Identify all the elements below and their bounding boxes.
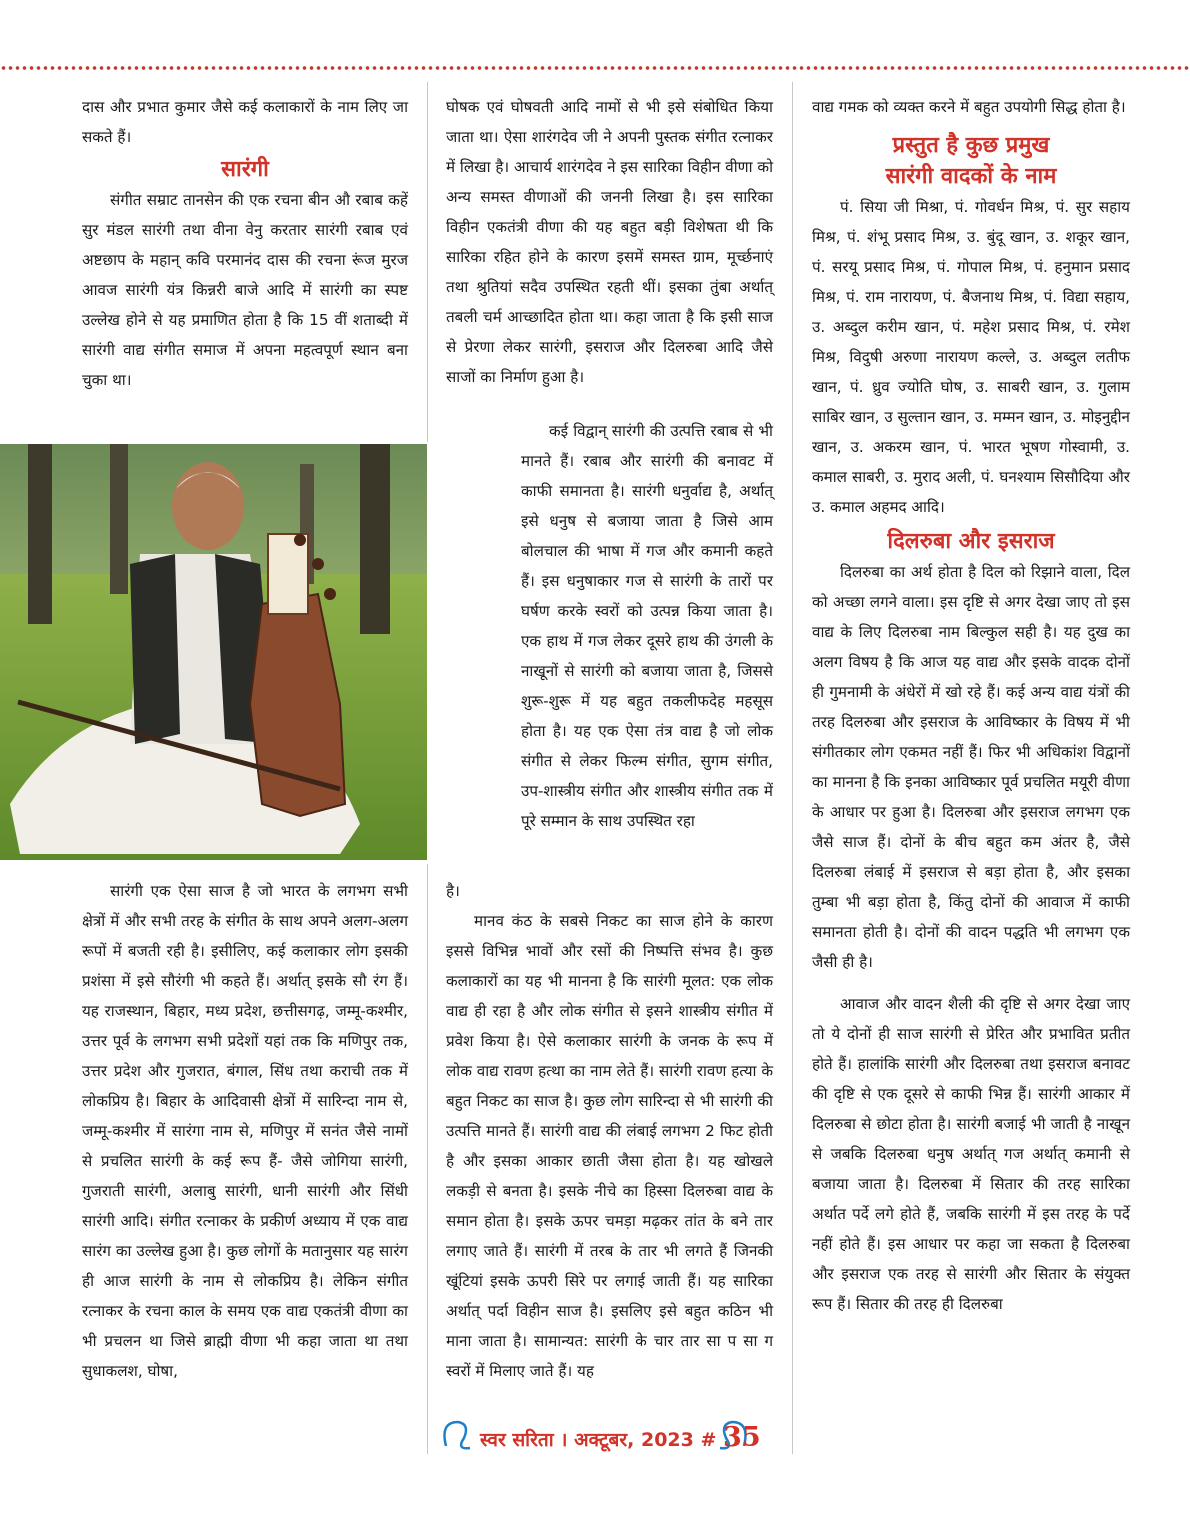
column-divider-2 [792, 82, 793, 1454]
page-footer [0, 1412, 1190, 1462]
column-2-bottom [446, 906, 773, 1386]
paragraph-intro: दास और प्रभात कुमार जैसे कई कलाकारों के नाम लिए जा सकते हैं। [82, 98, 408, 146]
photo-illustration [0, 444, 427, 860]
heading-sarangi: सारंगी [221, 157, 269, 182]
hash-symbol: # [700, 1429, 717, 1451]
column-2-top [446, 92, 773, 392]
paragraph-manav: मानव कंठ के सबसे निकट का साज होने के कारण इससे विभिन्न भावों और रसों की निष्पत्ति संभव है। कुछ कलाकारों का यह भी मानना है कि सारंगी मूलत: एक लोक वाद्य ही रहा है और लोक संगीत से इसने शास्त्रीय संगीत में प्रवेश किया है। ऐसे कलाकार सारंगी के जनक के रूप में लोक वाद्य रावण हत्था का नाम लेते हैं। सारंगी रावण हत्या के बहुत निकट का साज है। कुछ लोग सारिन्दा से भी सारंगी की उत्पत्ति मानते हैं। सारंगी वाद्य की लंबाई लगभग 2 फिट होती है और इसका आकार छाती जैसा होता है। यह खोखले लकड़ी से बनता है। इसके नीचे का हिस्सा दिलरुबा वाद्य के समान होता है। इसके ऊपर चमड़ा मढ़कर तांत के बने तार लगाए जाते हैं। सारंगी में तरब के तार भी लगते हैं जिनकी खूंटियां इसके ऊपरी सिरे पर लगाई जाती हैं। यह सारिका अर्थात् पर्दा विहीन साज है। इसलिए इसे बहुत कठिन भी माना जाता है। सामान्यत: सारंगी के चार तार सा प सा ग स्वरों में मिलाए जाते हैं। यह [446, 912, 773, 1380]
paragraph-rabab: कई विद्वान् सारंगी की उत्पत्ति रबाब से भी मानते हैं। रबाब और सारंगी की बनावट में काफी समानता है। सारंगी धनुर्वाद्य है, अर्थात् इसे धनुष से बजाया जाता है जिसे आम बोलचाल की भाषा में गज और कमानी कहते हैं। इस धनुषाकार गज से सारंगी के तारों पर घर्षण करके स्वरों को उत्पन्न किया जाता है। एक हाथ में गज लेकर दूसरे हाथ की उंगली के नाखूनों से सारंगी को बजाया जाता है, जिससे शुरू-शुरू में यह बहुत तकलीफदेह महसूस होता है। यह एक ऐसा तंत्र वाद्य है जो लोक संगीत से लेकर फिल्म संगीत, सुगम संगीत, उप-शास्त्रीय संगीत और शास्त्रीय संगीत तक में पूरे सम्मान के साथ उपस्थित रहा [521, 422, 773, 830]
heading-vadak-line-1: प्रस्तुत है कुछ प्रमुख [892, 133, 1050, 158]
column-1-top [82, 92, 408, 395]
column-divider-1-lower [427, 864, 428, 1454]
column-2-rabab-end [446, 876, 506, 906]
column-divider-1 [427, 82, 428, 442]
issue-date: अक्टूबर, 2023 [574, 1429, 694, 1451]
paragraph-rabab-end: है। [446, 882, 460, 900]
sarangi-player-photo [0, 444, 427, 860]
column-1-bottom [82, 876, 408, 1386]
paragraph-dilruba: दिलरुबा का अर्थ होता है दिल को रिझाने वाला, दिल को अच्छा लगने वाला। इस दृष्टि से अगर देखा जाए तो इस वाद्य के लिए दिलरुबा नाम बिल्कुल सही है। यह दुख का अलग विषय है कि आज यह वाद्य और इसके वादक दोनों ही गुमनामी के अंधेरों में खो रहे हैं। कई अन्य वाद्य यंत्रों की तरह दिलरुबा और इसराज के आविष्कार के विषय में भी संगीतकार लोग एकमत नहीं हैं। फिर भी अधिकांश विद्वानों का मानना है कि इनका आविष्कार पूर्व प्रचलित मयूरी वीणा के आधार पर हुआ है। दिलरुबा और इसराज लगभग एक जैसे साज हैं। दोनों के बीच बहुत कम अंतर है, जैसे दिलरुबा लंबाई में इसराज से बड़ा होता है, और इसका तुम्बा भी बड़ा होता है, किंतु दोनों की आवाज में काफी समानता होती है। दोनों की वादन पद्धति भी लगभग एक जैसी ही है। [812, 563, 1130, 971]
magazine-name: स्वर सरिता [480, 1429, 554, 1451]
footer-text [480, 1422, 761, 1453]
column-3 [812, 92, 1130, 1319]
footer-separator: । [560, 1429, 568, 1451]
paragraph-ghoshak: घोषक एवं घोषवती आदि नामों से भी इसे संबोधित किया जाता था। ऐसा शारंगदेव जी ने अपनी पुस्तक संगीत रत्नाकर में लिखा है। आचार्य शारंगदेव ने इस सारिका विहीन वीणा को अन्य समस्त वीणाओं की जननी लिखा है। इस सारिका विहीन एकतंत्री वीणा की यह बहुत बड़ी विशेषता थी कि सारिका रहित होने के कारण इसमें समस्त ग्राम, मूर्च्छनाएं तथा श्रुतियां सदैव उपस्थित रहती थीं। इसका तुंबा अर्थात् तबली चर्म आच्छादित होता था। कहा जाता है कि इसी साज से प्रेरणा लेकर सारंगी, इसराज और दिलरुबा आदि जैसे साजों का निर्माण हुआ है। [446, 98, 773, 386]
column-2-wrapped [521, 416, 773, 836]
paragraph-tansen: संगीत सम्राट तानसेन की एक रचना बीन औ रबाब कहें सुर मंडल सारंगी तथा वीना वेनु करतार सारंगी रबाब एवं अष्टछाप के महान् कवि परमानंद दास की रचना रूंज मुरज आवज सारंगी यंत्र किन्नरी बाजे आदि में सारंगी का स्पष्ट उल्लेख होने से यह प्रमाणित होता है कि 15 वीं शताब्दी में सारंगी वाद्य संगीत समाज में अपना महत्वपूर्ण स्थान बना चुका था। [82, 191, 408, 389]
heading-vadak-line-2: सारंगी वादकों के नाम [885, 164, 1057, 189]
heading-dilruba: दिलरुबा और इसराज [887, 529, 1055, 554]
paragraph-awaaz: आवाज और वादन शैली की दृष्टि से अगर देखा जाए तो ये दोनों ही साज सारंगी से प्रेरित और प्रभावित प्रतीत होते हैं। हालांकि सारंगी और दिलरुबा तथा इसराज बनावट की दृष्टि से एक दूसरे से काफी भिन्न हैं। सारंगी आकार में दिलरुबा से छोटा होता है। सारंगी बजाई भी जाती है नाखून से जबकि दिलरुबा धनुष अर्थात् गज अर्थात् कमानी से बजाया जाता है। दिलरुबा में सितार की तरह सारिका अर्थात पर्दे लगे होते हैं, जबकि सारंगी में इस तरह के पर्दे नहीं होते हैं। इस आधार पर कहा जा सकता है दिलरुबा और इसराज एक तरह से सारंगी और सितार के संयुक्त रूप हैं। सितार की तरह ही दिलरुबा [812, 995, 1130, 1313]
paragraph-gamak: वाद्य गमक को व्यक्त करने में बहुत उपयोगी सिद्ध होता है। [812, 98, 1126, 116]
top-dotted-border [0, 64, 1190, 72]
paragraph-names: पं. सिया जी मिश्रा, पं. गोवर्धन मिश्र, पं. सुर सहाय मिश्र, पं. शंभू प्रसाद मिश्र, उ. बुंदू खान, उ. शकूर खान, पं. सरयू प्रसाद मिश्र, पं. गोपाल मिश्र, पं. हनुमान प्रसाद मिश्र, पं. राम नारायण, पं. बैजनाथ मिश्र, पं. विद्या सहाय, उ. अब्दुल करीम खान, पं. महेश प्रसाद मिश्र, पं. रमेश मिश्र, विदुषी अरुणा नारायण कल्ले, उ. अब्दुल लतीफ खान, पं. ध्रुव ज्योति घोष, उ. साबरी खान, उ. गुलाम साबिर खान, उ सुल्तान खान, उ. मम्मन खान, उ. मोइनुद्दीन खान, उ. अकरम खान, पं. भारत भूषण गोस्वामी, उ. कमाल साबरी, उ. मुराद अली, पं. घनश्याम सिसौदिया और उ. कमाल अहमद आदि। [812, 198, 1130, 516]
paragraph-sarangi-saaj: सारंगी एक ऐसा साज है जो भारत के लगभग सभी क्षेत्रों में और सभी तरह के संगीत के साथ अपने अलग-अलग रूपों में बजती रही है। इसीलिए, कई कलाकार लोग इसकी प्रशंसा में इसे सौरंगी भी कहते हैं। अर्थात् इसके सौ रंग हैं। यह राजस्थान, बिहार, मध्य प्रदेश, छत्तीसगढ़, जम्मू-कश्मीर, उत्तर पूर्व के लगभग सभी प्रदेशों यहां तक कि मणिपुर तक, उत्तर प्रदेश और गुजरात, बंगाल, सिंध तथा कराची तक में लोकप्रिय है। बिहार के आदिवासी क्षेत्रों में सारिन्दा नाम से, जम्मू-कश्मीर में सारंगा नाम से, मणिपुर में सनंत जैसे नामों से प्रचलित सारंगी के कई रूप हैं- जैसे जोगिया सारंगी, गुजराती सारंगी, अलाबु सारंगी, धानी सारंगी और सिंधी सारंगी आदि। संगीत रत्नाकर के प्रकीर्ण अध्याय में एक वाद्य सारंग का उल्लेख हुआ है। कुछ लोगों के मतानुसार यह सारंग ही आज सारंगी के नाम से लोकप्रिय है। लेकिन संगीत रत्नाकर के रचना काल के समय एक वाद्य एकतंत्री वीणा का भी प्रचलन था जिसे ब्राह्मी वीणा भी कहा जाता था तथा सुधाकलश, घोषा, [82, 882, 408, 1380]
page-number: 35 [723, 1422, 761, 1453]
